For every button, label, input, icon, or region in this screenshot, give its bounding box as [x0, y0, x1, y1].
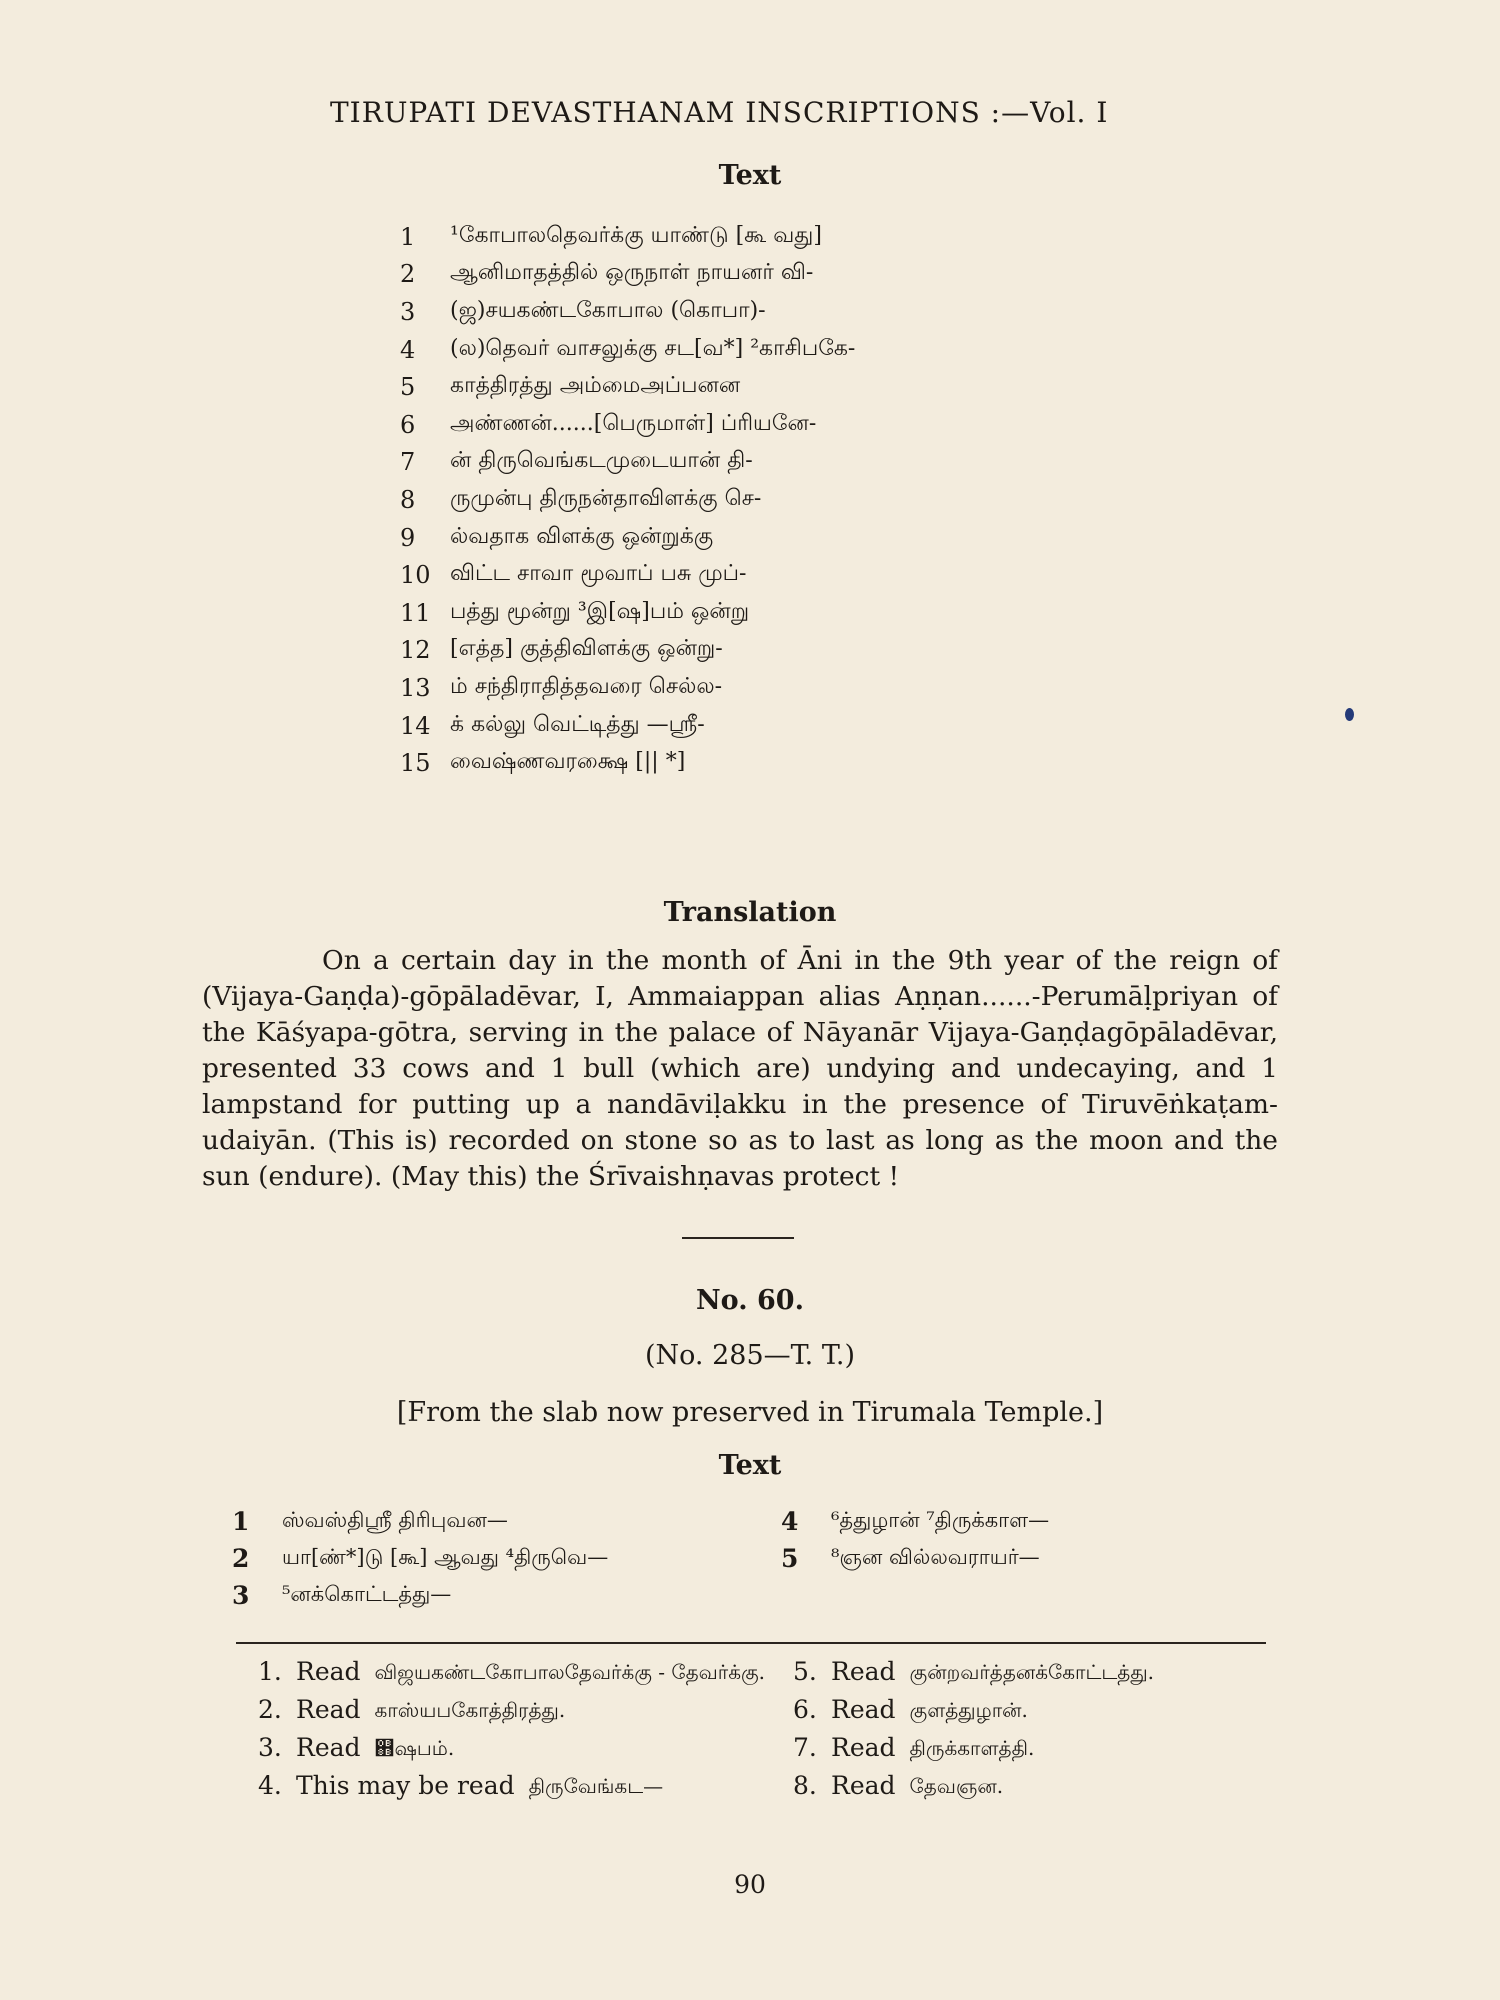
footnote-tamil: ஋ஷபம். — [374, 1736, 455, 1760]
text2-row — [232, 1503, 1232, 1540]
footnote — [258, 1767, 765, 1805]
footnote — [793, 1729, 1154, 1767]
line-text: ன் திருவெங்கடமுடையான் தி- — [450, 448, 753, 474]
tamil-text-block — [400, 218, 855, 782]
line-number: 7 — [400, 448, 416, 477]
line-text: [எத்த] குத்திவிளக்கு ஒன்று- — [450, 636, 723, 662]
footnote-tamil: திருக்காளத்தி. — [909, 1736, 1035, 1760]
footnote-tamil: குன்றவர்த்தனக்கோட்டத்து. — [909, 1660, 1155, 1684]
footnote-read: Read — [296, 1733, 361, 1762]
footnote — [793, 1767, 1154, 1805]
footnote-number: 1. — [258, 1657, 282, 1686]
text2-cell — [232, 1544, 781, 1573]
text-line — [400, 368, 855, 406]
footnote-tamil: திருவேங்கட— — [528, 1774, 664, 1798]
line-text: அண்ணன்......[பெருமாள்] ப்ரியனே- — [450, 410, 817, 436]
footnote-number: 7. — [793, 1733, 817, 1762]
line-number: 1 — [400, 222, 416, 251]
text-line — [400, 256, 855, 294]
line-text: (ல)தெவர் வாசலுக்கு சட[வ*] ²காசிபகே- — [450, 335, 856, 361]
footnote-read: Read — [831, 1733, 896, 1762]
footnote-number: 2. — [258, 1695, 282, 1724]
text-line — [400, 707, 855, 745]
footnotes-right-column — [793, 1653, 1154, 1805]
line-text: ¹கோபாலதெவர்க்கு யாண்டு [கூ வது] — [450, 222, 822, 248]
ink-spot — [1345, 708, 1354, 721]
text2-cell — [781, 1544, 1232, 1573]
text-line — [400, 669, 855, 707]
footnote — [258, 1653, 765, 1691]
text-line — [400, 632, 855, 670]
translation-paragraph: On a certain day in the month of Āni in the 9th year of the reign of (Vijaya-Gaṇḍa)-gōpāladēvar, I, Ammaiappan alias Aṇṇan......-Perumāḷpriyan of the Kāśyapa-gōtra, serving in the palace of Nāyanār Vijaya-Gaṇḍagōpāladēvar, presented 33 cows and 1 bull (which are) undying and undecaying, and 1 lampstand for putting up a nandāviḷakku in the presence of Tiruvēṅkaṭam-udaiyān. (This is) recorded on stone so as to last as long as the moon and the sun (endure). (May this) the Śrīvaishṇavas protect ! — [202, 945, 1278, 1192]
footnote — [793, 1691, 1154, 1729]
text-line — [400, 218, 855, 256]
line-text: ⁶த்துழான் ⁷திருக்காள— — [831, 1508, 1050, 1532]
footnote-read: This may be read — [296, 1771, 515, 1800]
text2-cell — [232, 1507, 781, 1536]
footnote-tamil: குளத்துழான். — [909, 1698, 1028, 1722]
line-text: ⁸ஞன வில்லவராயர்— — [831, 1545, 1040, 1569]
line-text: ல்வதாக விளக்கு ஒன்றுக்கு — [450, 523, 714, 549]
line-number: 6 — [400, 410, 416, 439]
line-text: க் கல்லு வெட்டித்து —ஸ்ரீ- — [450, 711, 705, 737]
footnote — [258, 1691, 765, 1729]
line-text: பத்து மூன்று ³இ[ஷ]பம் ஒன்று — [450, 598, 750, 624]
text2-heading: Text — [718, 1450, 782, 1481]
line-text: ஆனிமாதத்தில் ஒருநாள் நாயனர் வி- — [450, 260, 814, 286]
line-text: (ஜ)சயகண்டகோபால (கொபா)- — [450, 297, 766, 323]
footnote-number: 4. — [258, 1771, 282, 1800]
footnote-tamil: காஸ்யபகோத்திரத்து. — [374, 1698, 566, 1722]
tt-number: (No. 285—T. T.) — [644, 1340, 855, 1371]
translation-heading: Translation — [663, 897, 837, 928]
line-number: 8 — [400, 485, 416, 514]
footnote — [258, 1729, 765, 1767]
footnote-read: Read — [296, 1657, 361, 1686]
footnote-tamil: தேவஞன. — [909, 1774, 1004, 1798]
footnote-read: Read — [831, 1657, 896, 1686]
footnote-number: 6. — [793, 1695, 817, 1724]
text-line — [400, 293, 855, 331]
footnote-read: Read — [831, 1771, 896, 1800]
text2-cell — [781, 1507, 1232, 1536]
text-line — [400, 444, 855, 482]
line-number: 10 — [400, 561, 431, 590]
running-head: TIRUPATI DEVASTHANAM INSCRIPTIONS :—Vol. I — [330, 96, 1109, 129]
footnotes-left-column — [258, 1653, 765, 1805]
line-number: 13 — [400, 673, 431, 702]
line-number: 3 — [232, 1581, 250, 1610]
line-number: 2 — [232, 1544, 250, 1573]
line-text: விட்ட சாவா மூவாப் பசு முப்- — [450, 561, 747, 587]
line-number: 15 — [400, 749, 431, 778]
line-number: 2 — [400, 260, 416, 289]
text-line — [400, 556, 855, 594]
page-number: 90 — [734, 1870, 766, 1899]
text-line — [400, 594, 855, 632]
text2-row — [232, 1540, 1232, 1577]
text-line — [400, 331, 855, 369]
text-line — [400, 406, 855, 444]
footnote — [793, 1653, 1154, 1691]
footnote-number: 5. — [793, 1657, 817, 1686]
line-number: 3 — [400, 297, 416, 326]
footnote-number: 3. — [258, 1733, 282, 1762]
line-text: வைஷ்ணவரக்ஷை [|| *] — [450, 749, 686, 775]
section-divider — [682, 1237, 794, 1239]
footnote-rule — [236, 1642, 1266, 1644]
text-line — [400, 744, 855, 782]
line-number: 9 — [400, 523, 416, 552]
text2-cell — [232, 1581, 781, 1610]
line-number: 12 — [400, 636, 431, 665]
line-number: 4 — [400, 335, 416, 364]
line-number: 4 — [781, 1507, 799, 1536]
footnote-tamil: விஜயகண்டகோபாலதேவர்க்கு - தேவர்க்கு. — [374, 1660, 766, 1684]
line-text: ருமுன்பு திருநன்தாவிளக்கு செ- — [450, 485, 762, 511]
line-text: ஸ்வஸ்திஸ்ரீ திரிபுவன— — [282, 1508, 508, 1532]
text-line — [400, 519, 855, 557]
footnote-number: 8. — [793, 1771, 817, 1800]
text-line — [400, 481, 855, 519]
inscription-number: No. 60. — [696, 1285, 804, 1316]
line-text: காத்திரத்து அம்மைஅப்பனன — [450, 373, 741, 399]
text2-row — [232, 1577, 1232, 1614]
line-number: 5 — [781, 1544, 799, 1573]
line-text: ம் சந்திராதித்தவரை செல்ல- — [450, 673, 723, 699]
text-heading: Text — [718, 160, 782, 191]
tamil-text-block-2 — [232, 1503, 1232, 1614]
line-number: 14 — [400, 711, 431, 740]
line-number: 1 — [232, 1507, 250, 1536]
line-text: யா[ண்*]டு [கூ] ஆவது ⁴திருவெ— — [282, 1545, 609, 1569]
footnote-read: Read — [831, 1695, 896, 1724]
line-number: 11 — [400, 598, 431, 627]
footnote-read: Read — [296, 1695, 361, 1724]
provenance-note: [From the slab now preserved in Tirumala Temple.] — [396, 1397, 1104, 1428]
line-number: 5 — [400, 373, 416, 402]
line-text: ⁵னக்கொட்டத்து— — [282, 1582, 452, 1606]
